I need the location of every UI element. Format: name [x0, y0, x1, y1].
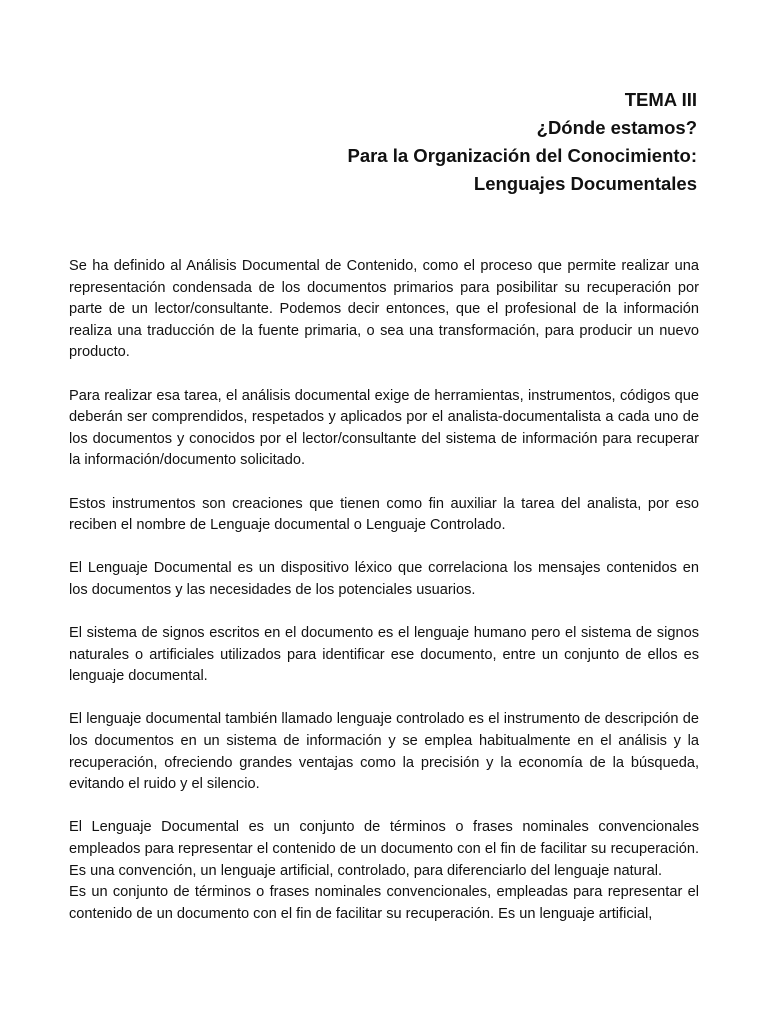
heading-subtitle: Para la Organización del Conocimiento:	[347, 145, 697, 166]
document-heading	[57, 86, 697, 198]
heading-topic-title: Lenguajes Documentales	[473, 173, 697, 194]
heading-topic-number: TEMA III	[624, 89, 697, 110]
document-body	[69, 256, 699, 925]
paragraph-analisis-documental: Se ha definido al Análisis Documental de Contenido, como el proceso que permite realizar una representación condensada de los documentos primarios para posibilitar su recuperación por parte de un lector/consultante. Podemos decir entonces, que el profesional de la información realiza una traducción de la fuente primaria, o sea una transformación, para producir un nuevo producto.	[69, 258, 699, 361]
paragraph-instrumentos: Estos instrumentos son creaciones que tienen como fin auxiliar la tarea del analista, por eso reciben el nombre de Lenguaje documental o Lenguaje Controlado.	[69, 495, 699, 534]
heading-question: ¿Dónde estamos?	[536, 117, 697, 138]
paragraph-dispositivo-lexico: El Lenguaje Documental es un dispositivo léxico que correlaciona los mensajes contenidos en los documentos y las necesidades de los potenciales usuarios.	[69, 560, 699, 598]
paragraph-lenguaje-controlado: El lenguaje documental también llamado lenguaje controlado es el instrumento de descripción de los documentos en un sistema de información y se emplea habitualmente en el análisis y la recuperación, ofreciendo grandes ventajas como la precisión y la economía de la búsqueda, evitando el ruido y el silencio.	[69, 711, 699, 793]
paragraph-definicion-continuacion: Es un conjunto de términos o frases nominales convencionales, empleadas para representar el contenido de un documento con el fin de facilitar su recuperación. Es un lenguaje artificial,	[69, 884, 699, 922]
paragraph-herramientas: Para realizar esa tarea, el análisis documental exige de herramientas, instrumentos, códigos que deberán ser comprendidos, respetados y aplicados por el analista-documentalista a cada uno de los documentos y conocidos por el lector/consultante del sistema de información para recuperar la información/documento solicitado.	[69, 387, 699, 469]
paragraph-definicion: El Lenguaje Documental es un conjunto de términos o frases nominales convencionales empleados para representar el contenido de un documento con el fin de facilitar su recuperación. Es una convención, un lenguaje artificial, controlado, para diferenciarlo del lenguaje natural.	[69, 819, 699, 879]
paragraph-sistema-de-signos: El sistema de signos escritos en el documento es el lenguaje humano pero el sistema de signos naturales o artificiales utilizados para identificar ese documento, entre un conjunto de ellos es lenguaje documental.	[69, 625, 699, 685]
